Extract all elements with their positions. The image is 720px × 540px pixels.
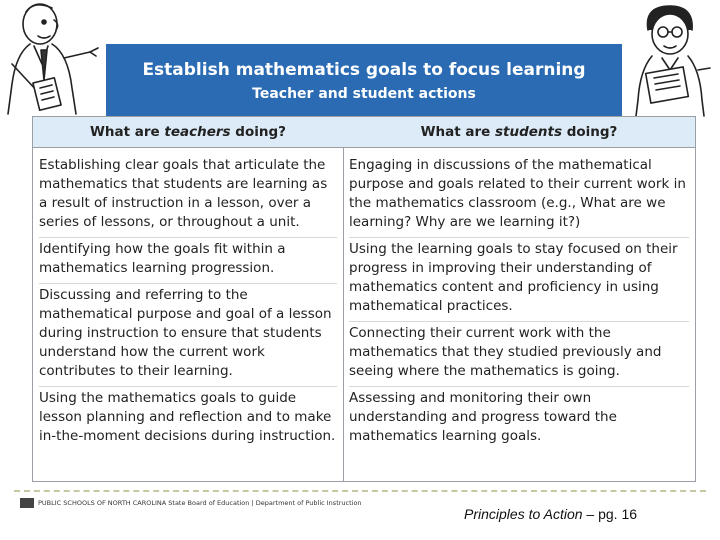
student-cartoon-illustration <box>618 0 720 118</box>
student-action-4: Assessing and monitoring their own understanding and progress toward the mathematics learning goals. <box>349 390 617 444</box>
actions-table <box>32 116 696 482</box>
students-column-header: What are students doing? <box>343 117 695 148</box>
title-banner <box>106 44 622 118</box>
student-action-1: Engaging in discussions of the mathematical purpose and goals related to their current work in the mathematics classroom (e.g., What are we learning? Why are we learning it?) <box>349 154 689 238</box>
footer-logo-text: PUBLIC SCHOOLS OF NORTH CAROLINA State Board of Education | Department of Public Instruction <box>38 499 362 507</box>
teachers-column <box>33 117 344 481</box>
page-subtitle: Teacher and student actions <box>252 86 476 102</box>
student-action-2: Using the learning goals to stay focused on their progress in improving their understanding of mathematics content and proficiency in using mathematical practices. <box>349 238 689 322</box>
teacher-action-2: Identifying how the goals fit within a mathematics learning progression. <box>39 238 337 284</box>
teacher-action-4: Using the mathematics goals to guide lesson planning and reflection and to make in-the-moment decisions during instruction. <box>39 390 336 444</box>
footer-logo <box>20 498 362 508</box>
teacher-cartoon-illustration <box>0 0 104 118</box>
student-action-3: Connecting their current work with the mathematics that they studied previously and seeing where the mathematics is going. <box>349 322 689 387</box>
teachers-column-header: What are teachers doing? <box>33 117 343 148</box>
source-citation: Principles to Action – pg. 16 <box>464 506 638 522</box>
nc-dpi-logo-icon <box>20 498 34 508</box>
page-title: Establish mathematics goals to focus learning <box>142 60 586 80</box>
teacher-action-3: Discussing and referring to the mathematical purpose and goal of a lesson during instruction to ensure that students understand how the current work contributes to their learning. <box>39 284 337 387</box>
students-column <box>343 117 695 481</box>
teacher-action-1: Establishing clear goals that articulate the mathematics that students are learning as a result of instruction in a lesson, over a series of lessons, or throughout a unit. <box>39 154 337 238</box>
footer-divider <box>14 490 706 492</box>
